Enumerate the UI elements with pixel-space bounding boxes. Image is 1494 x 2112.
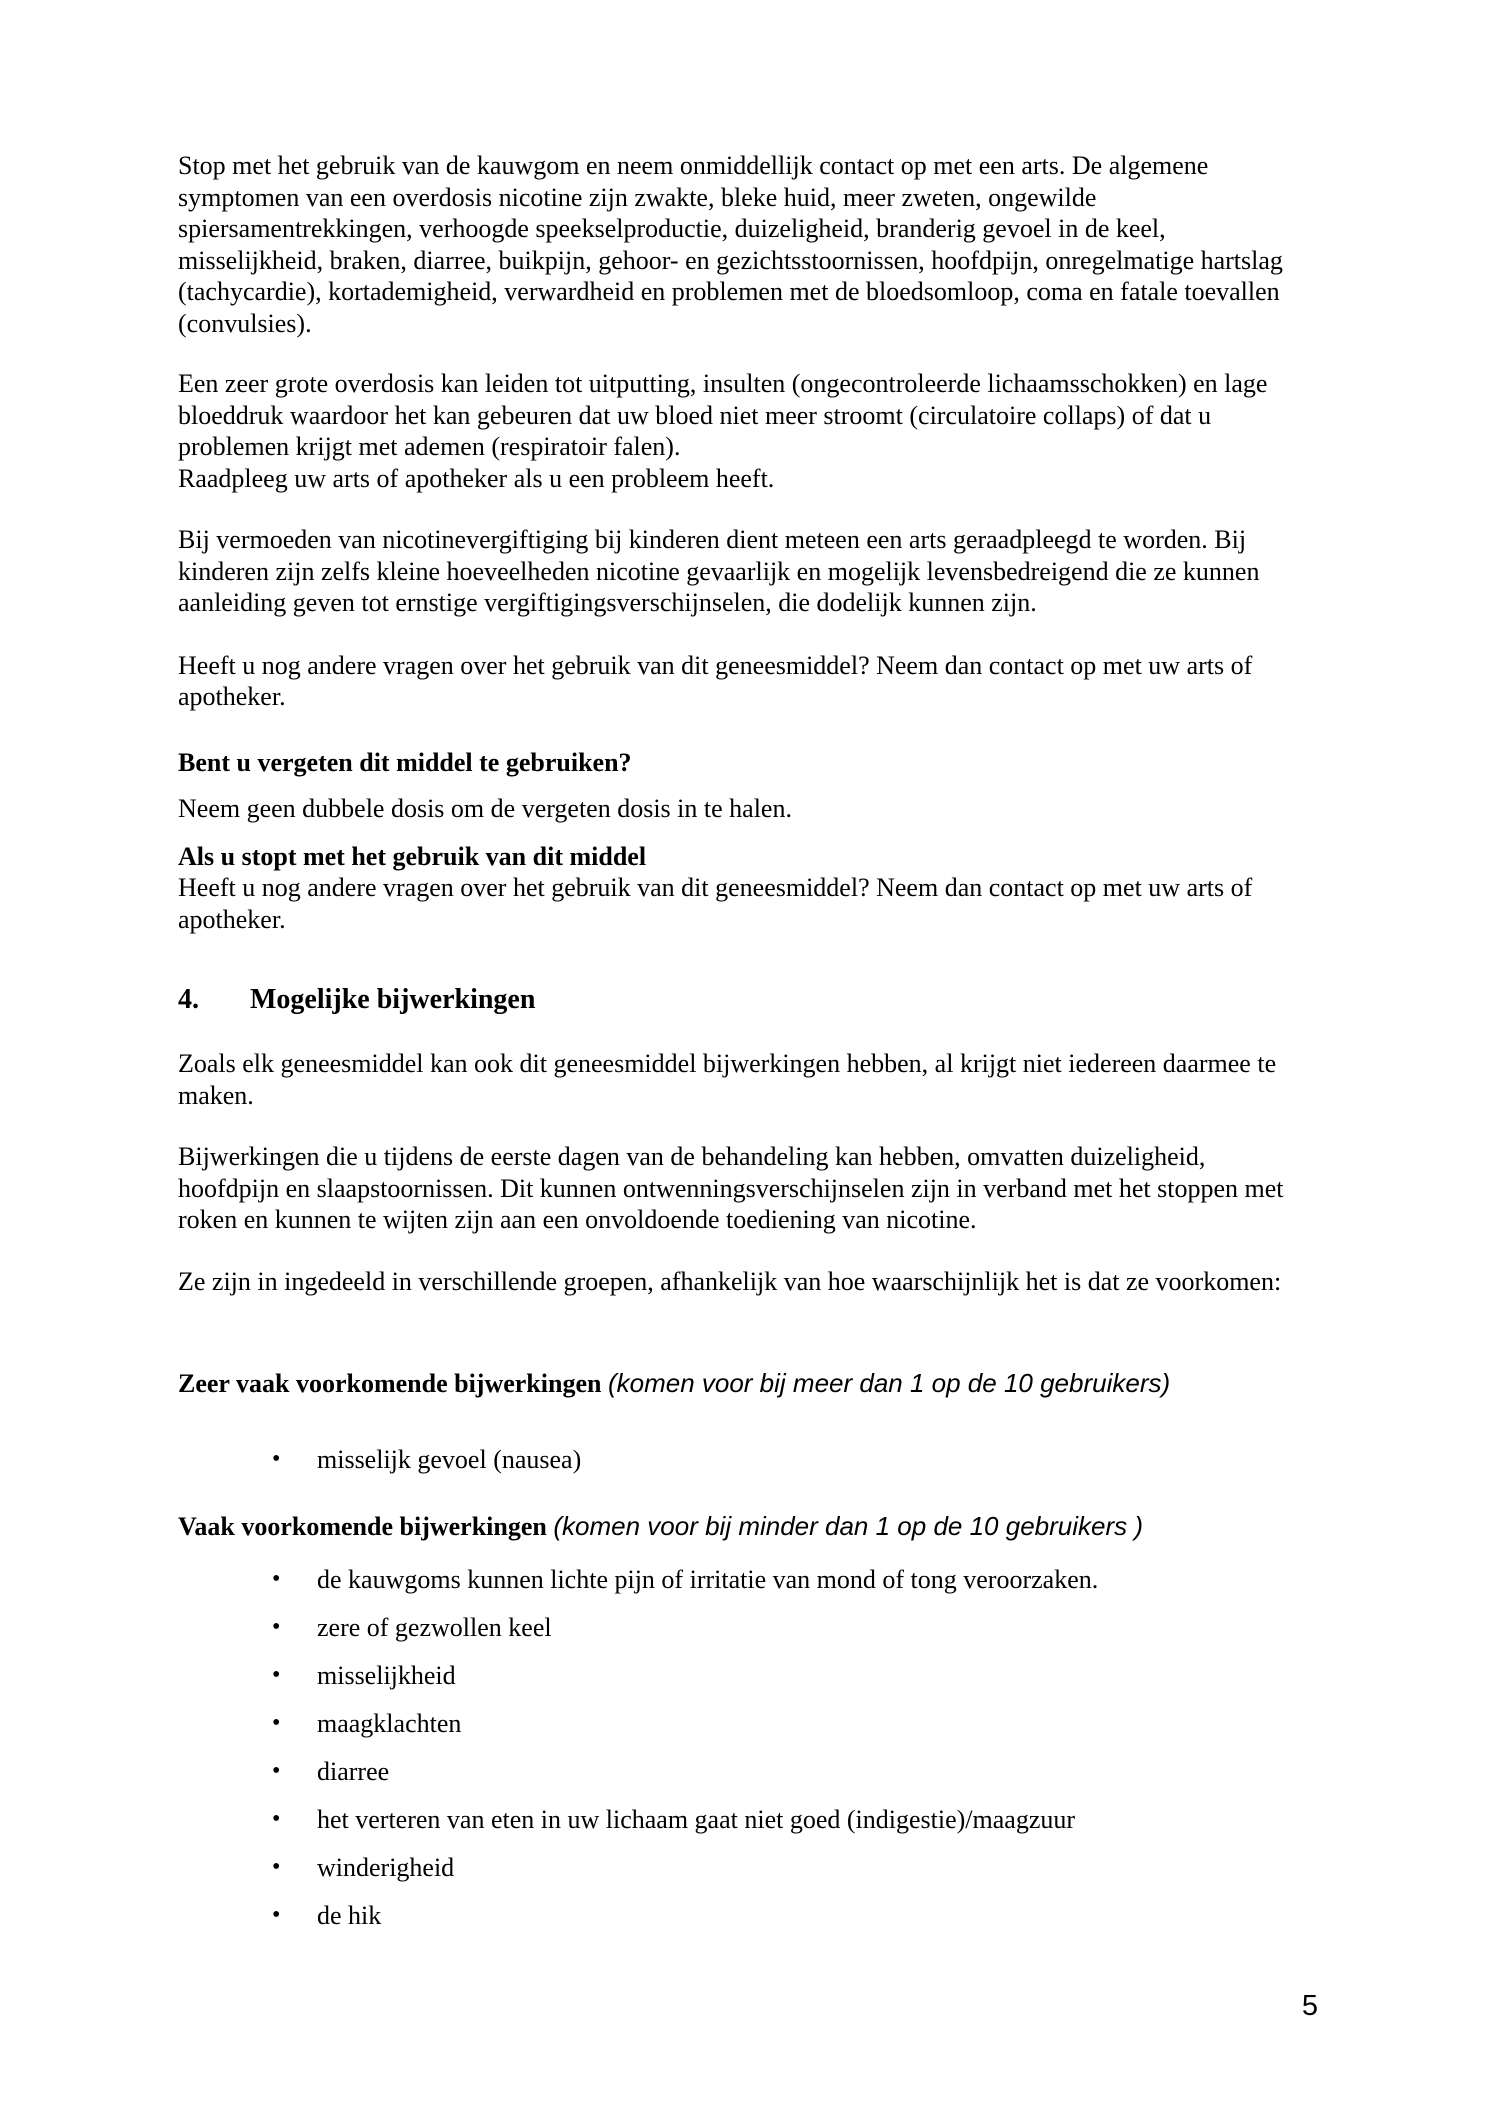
page-content [178,0,1286,1931]
very-common-heading-bold: Zeer vaak voorkomende bijwerkingen [178,1369,602,1398]
list-item [272,1804,1286,1836]
list-item-text: het verteren van eten in uw lichaam gaat niet goed (indigestie)/maagzuur [317,1804,1076,1834]
page-number: 5 [1301,1990,1318,2022]
very-common-heading-frequency: (komen voor bij meer dan 1 op de 10 gebruikers) [607,1368,1171,1398]
list-item [272,1852,1286,1884]
paragraph-overdose-symptoms: Stop met het gebruik van de kauwgom en neem onmiddellijk contact op met een arts. De algemene symptomen van een overdosis nicotine zijn zwakte, bleke huid, meer zweten, ongewilde spiersamentrekkingen, verhoogde speekselproductie, duizeligheid, branderig gevoel in de keel, misselijkheid, braken, diarree, buikpijn, gehoor- en gezichtsstoornissen, hoofdpijn, onregelmatige hartslag (tachycardie), kortademigheid, verwardheid en problemen met de bloedsomloop, coma en fatale toevallen (convulsies). [178,151,1283,338]
paragraph-frequency-groups: Ze zijn in ingedeeld in verschillende groepen, afhankelijk van hoe waarschijnlijk het is dat ze voorkomen: [178,1266,1282,1296]
heading-forgotten-dose: Bent u vergeten dit middel te gebruiken? [178,747,632,777]
bullet-icon: • [272,1661,281,1688]
list-item-text: diarree [317,1756,390,1786]
section-4-number: 4. [178,984,199,1015]
list-item [272,1708,1286,1740]
list-item [272,1564,1286,1596]
bullet-icon: • [272,1805,281,1832]
paragraph-severe-overdose [178,368,1286,494]
consult-doctor-text: Raadpleeg uw arts of apotheker als u een probleem heeft. [178,463,775,493]
list-item-text: maagklachten [317,1708,462,1738]
heading-common-effects [178,1511,1286,1543]
list-item [272,1660,1286,1692]
section-4-title: Mogelijke bijwerkingen [250,984,536,1015]
heading-stop-using: Als u stopt met het gebruik van dit middel [178,841,647,871]
list-item-text: zere of gezwollen keel [317,1612,552,1642]
paragraph-side-effects-intro: Zoals elk geneesmiddel kan ook dit geneesmiddel bijwerkingen hebben, al krijgt niet iedereen daarmee te maken. [178,1049,1277,1110]
list-item-text: misselijk gevoel (nausea) [317,1444,582,1474]
paragraph-questions-1: Heeft u nog andere vragen over het gebruik van dit geneesmiddel? Neem dan contact op met uw arts of apotheker. [178,650,1253,711]
list-item [272,1612,1286,1644]
section-4-heading [178,984,1286,1015]
bullet-icon: • [272,1901,281,1928]
very-common-effects-list [178,1444,1286,1476]
bullet-icon: • [272,1709,281,1736]
severe-overdose-text: Een zeer grote overdosis kan leiden tot uitputting, insulten (ongecontroleerde lichaamsschokken) en lage bloeddruk waardoor het kan gebeuren dat uw bloed niet meer stroomt (circulatoire collaps) of dat u problemen krijgt met ademen (respiratoir falen). [178,369,1268,461]
heading-very-common-effects [178,1368,1286,1400]
bullet-icon: • [272,1757,281,1784]
list-item-text: winderigheid [317,1852,455,1882]
bullet-icon: • [272,1565,281,1592]
paragraph-questions-2: Heeft u nog andere vragen over het gebruik van dit geneesmiddel? Neem dan contact op met uw arts of apotheker. [178,873,1253,934]
common-heading-frequency: (komen voor bij minder dan 1 op de 10 gebruikers ) [553,1511,1144,1541]
bullet-icon: • [272,1853,281,1880]
bullet-icon: • [272,1445,281,1472]
list-item [272,1900,1286,1932]
common-heading-bold: Vaak voorkomende bijwerkingen [178,1512,547,1541]
paragraph-children-poisoning: Bij vermoeden van nicotinevergiftiging bij kinderen dient meteen een arts geraadpleegd te worden. Bij kinderen zijn zelfs kleine hoeveelheden nicotine gevaarlijk en mogelijk levensbedreigend die ze kunnen aanleiding geven tot ernstige vergiftigingsverschijnselen, die dodelijk kunnen zijn. [178,525,1260,617]
list-item-text: misselijkheid [317,1660,456,1690]
paragraph-no-double-dose: Neem geen dubbele dosis om de vergeten dosis in te halen. [178,794,792,823]
bullet-icon: • [272,1613,281,1640]
list-item-text: de hik [317,1900,382,1930]
list-item-text: de kauwgoms kunnen lichte pijn of irritatie van mond of tong veroorzaken. [317,1564,1099,1594]
list-item [272,1444,1286,1476]
list-item [272,1756,1286,1788]
paragraph-first-days-effects: Bijwerkingen die u tijdens de eerste dagen van de behandeling kan hebben, omvatten duizeligheid, hoofdpijn en slaapstoornissen. Dit kunnen ontwenningsverschijnselen zijn in verband met het stoppen met roken en kunnen te wijten zijn aan een onvoldoende toediening van nicotine. [178,1142,1284,1234]
common-effects-list [178,1564,1286,1932]
